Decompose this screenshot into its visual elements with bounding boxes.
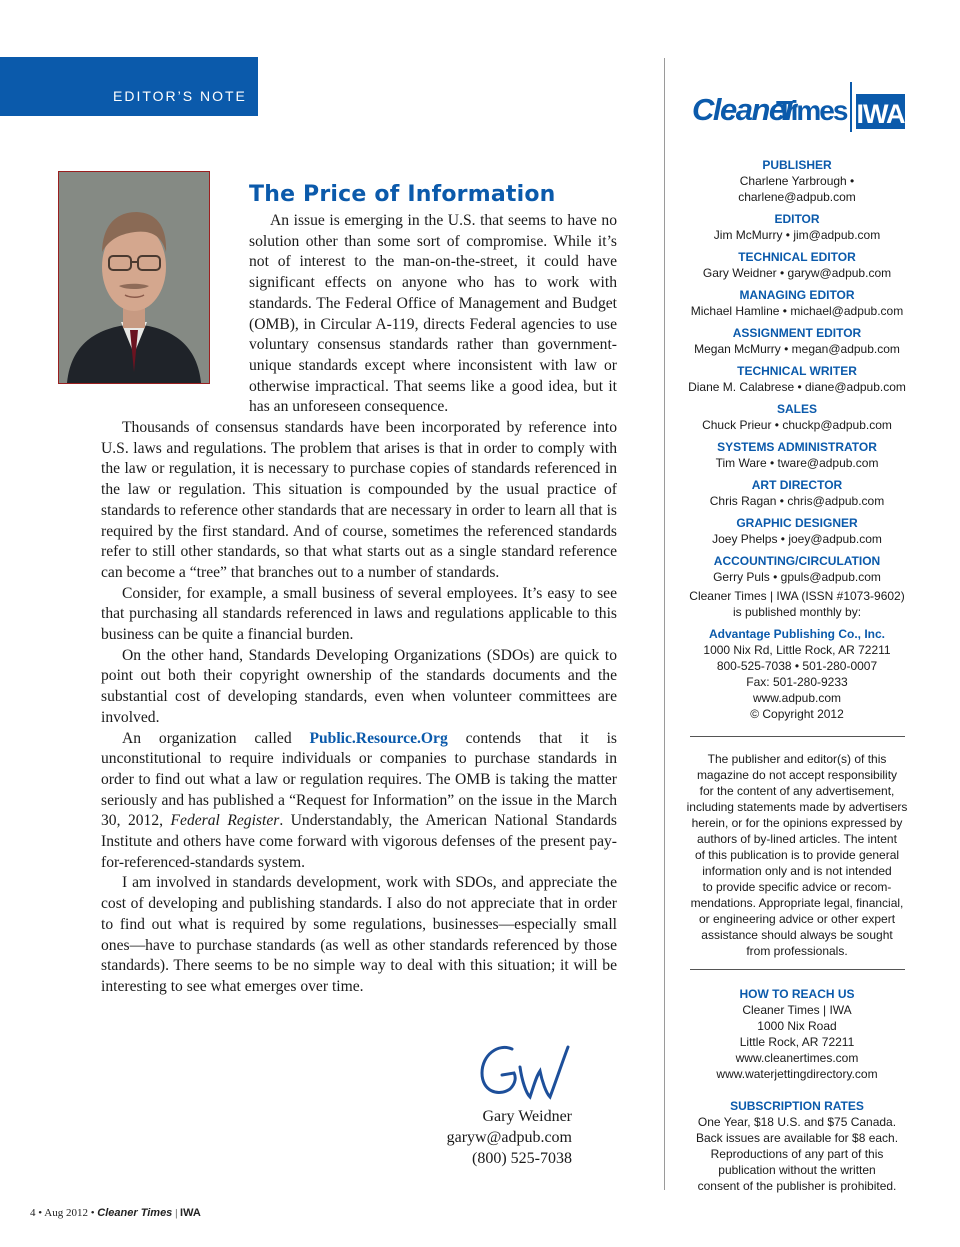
page-footer xyxy=(30,1207,201,1219)
publisher-info xyxy=(686,588,908,722)
body-paragraph xyxy=(101,729,617,874)
masthead-staff xyxy=(686,157,908,591)
author-email[interactable]: garyw@adpub.com xyxy=(446,1129,572,1146)
address-line: 800-525-7038 • 501-280-0007 xyxy=(716,659,878,673)
body-paragraph: Consider, for example, a small business of several employees. It’s easy to see that purchasing all standards referenced in laws and regulations applicable to this business can be quite a financial burden. xyxy=(101,584,617,644)
rates-line: One Year, $18 U.S. and $75 Canada. xyxy=(697,1115,897,1129)
staff-role: PUBLISHER xyxy=(762,158,832,172)
staff-role: ART DIRECTOR xyxy=(751,478,843,492)
column-divider xyxy=(664,58,665,1190)
address-line: Fax: 501-280-9233 xyxy=(746,675,848,689)
disclaimer-line: information only and is not intended xyxy=(702,864,892,878)
paragraph-text: contends that it is unconstitutional to require individuals or companies to purchase standards in order to find out what a law or regulation requires. The OMB is taking the matter seriously and has published a “Request for Information” on the issue in the March 30, 2012, xyxy=(101,729,617,830)
reach-line: 1000 Nix Road xyxy=(757,1019,837,1033)
staff-role: ACCOUNTING/CIRCULATION xyxy=(713,554,881,568)
disclaimer-line: magazine do not accept responsibility xyxy=(696,768,898,782)
address-line[interactable]: www.adpub.com xyxy=(752,691,842,705)
logo-iwa: IWA xyxy=(856,99,905,129)
masthead-divider xyxy=(690,969,905,970)
author-name: Gary Weidner xyxy=(482,1108,572,1125)
lead-paragraph-block xyxy=(249,211,617,418)
masthead-divider xyxy=(690,736,905,737)
reach-line[interactable]: www.waterjettingdirectory.com xyxy=(716,1067,878,1081)
disclaimer-line: mendations. Appropriate legal, financial, xyxy=(690,896,904,910)
staff-role: TECHNICAL EDITOR xyxy=(738,250,856,264)
paragraph-text: An organization called xyxy=(122,729,310,747)
federal-register-title: Federal Register xyxy=(170,812,280,830)
staff-role: SALES xyxy=(776,402,817,416)
subscription-rates xyxy=(686,1098,908,1194)
cleaner-times-iwa-logo xyxy=(690,82,906,132)
rates-line: consent of the publisher is prohibited. xyxy=(697,1179,897,1193)
lead-paragraph: An issue is emerging in the U.S. that seems to have no solution other than some sort of compromise. While it’s not of interest to the man-on-the-street, it could have significant effects on anyone who has to work with standards. The Federal Office of Management and Budget (OMB), in Circular A-119, directs Federal agencies to use voluntary consensus standards rather than government-unique standards except where inconsistent with law or otherwise impractical. That seems like a good idea, but it has an unforeseen consequence. xyxy=(249,212,617,416)
staff-role: ASSIGNMENT EDITOR xyxy=(732,326,862,340)
body-paragraph: I am involved in standards development, work with SDOs, and appreciate the cost of developing and publishing standards. I also do not appreciate that in order to find out what is required by some regulations, businesses—especially small ones—have to purchase standards (as well as other standards referenced by those standards). There seems to be no simple way to deal with this situation; it will be interesting to see what emerges over time. xyxy=(101,874,617,995)
handwritten-signature xyxy=(476,1037,576,1107)
disclaimer-line: of this publication is to provide general xyxy=(694,848,900,862)
article-body xyxy=(101,418,617,998)
disclaimer-line: The publisher and editor(s) of this xyxy=(707,752,887,766)
reach-line: Little Rock, AR 72211 xyxy=(739,1035,855,1049)
address-line: 1000 Nix Rd, Little Rock, AR 72211 xyxy=(703,643,891,657)
staff-person: Megan McMurry • megan@adpub.com xyxy=(694,342,900,356)
reach-heading: HOW TO REACH US xyxy=(739,987,855,1001)
disclaimer-line: herein, or for the opinions expressed by xyxy=(691,816,903,830)
staff-person: Chris Ragan • chris@adpub.com xyxy=(709,494,885,508)
disclaimer-line: to provide specific advice or recom- xyxy=(702,880,892,894)
body-paragraph: On the other hand, Standards Developing Organizations (SDOs) are quick to point out both their copyright ownership of the standards documents and the substantial cost of developing standards, even when volunteer committees are involved. xyxy=(101,646,617,726)
footer-brand-sep: | xyxy=(172,1207,181,1219)
staff-person: Diane M. Calabrese • diane@adpub.com xyxy=(688,380,906,394)
issn-line: is published monthly by: xyxy=(732,605,862,619)
footer-brand: Cleaner Times xyxy=(97,1207,173,1219)
staff-role: MANAGING EDITOR xyxy=(739,288,855,302)
rates-line: publication without the written xyxy=(718,1163,876,1177)
staff-person: Chuck Prieur • chuckp@adpub.com xyxy=(702,418,892,432)
staff-role: SYSTEMS ADMINISTRATOR xyxy=(717,440,877,454)
staff-role: TECHNICAL WRITER xyxy=(737,364,857,378)
staff-person: Michael Hamline • michael@adpub.com xyxy=(690,304,904,318)
staff-person: Charlene Yarbrough • charlene@adpub.com xyxy=(738,174,856,204)
footer-brand-iwa: IWA xyxy=(180,1207,201,1219)
logo-times: Times xyxy=(776,95,847,126)
rates-heading: SUBSCRIPTION RATES xyxy=(730,1099,864,1113)
page-info: 4 • Aug 2012 • xyxy=(30,1207,98,1219)
staff-person: Joey Phelps • joey@adpub.com xyxy=(712,532,882,546)
rates-line: Reproductions of any part of this xyxy=(710,1147,884,1161)
address-line: © Copyright 2012 xyxy=(750,707,844,721)
reach-line[interactable]: www.cleanertimes.com xyxy=(735,1051,859,1065)
author-phone: (800) 525-7038 xyxy=(472,1150,572,1167)
disclaimer-line: including statements made by advertisers xyxy=(686,800,908,814)
paragraph-text: . Understandably, the American National Standards Institute and others have come forward with vigorous defenses of the present pay-for-referenced-standards system. xyxy=(101,812,618,871)
signature-block xyxy=(380,1106,572,1169)
disclaimer-line: for the content of any advertisement, xyxy=(699,784,895,798)
disclaimer-line: authors of by-lined articles. The intent xyxy=(697,832,897,846)
issn-line: Cleaner Times | IWA (ISSN #1073-9602) xyxy=(689,589,905,603)
disclaimer-line: from professionals. xyxy=(746,944,848,958)
staff-person: Gary Weidner • garyw@adpub.com xyxy=(702,266,892,280)
public-resource-link[interactable]: Public.Resource.Org xyxy=(309,729,448,747)
contact-info xyxy=(686,986,908,1082)
disclaimer-line: assistance should always be sought xyxy=(701,928,893,942)
staff-person: Jim McMurry • jim@adpub.com xyxy=(713,228,881,242)
logo-cleaner: Cleaner xyxy=(692,92,796,127)
section-label: EDITOR’S NOTE xyxy=(0,57,258,116)
staff-role: EDITOR xyxy=(774,212,820,226)
reach-line: Cleaner Times | IWA xyxy=(742,1003,852,1017)
staff-person: Tim Ware • tware@adpub.com xyxy=(715,456,879,470)
rates-line: Back issues are available for $8 each. xyxy=(695,1131,899,1145)
disclaimer xyxy=(686,751,908,959)
staff-role: GRAPHIC DESIGNER xyxy=(736,516,858,530)
editor-portrait xyxy=(59,172,209,383)
body-paragraph: Thousands of consensus standards have been incorporated by reference into U.S. laws and regulations. The problem that arises is that in order to comply with the law or regulation, it is necessary to purchase copies of standards referenced in the law or regulation. This situation is compounded by the usual practice of standards to reference other standards that are necessary in order to learn all that is required by the first standard. And of course, sometimes the referenced standards refer to still other standards, so that what starts out as a single standard reference can become a “tree” that branches out to a number of standards. xyxy=(101,419,617,581)
article-title: The Price of Information xyxy=(249,182,556,207)
staff-person: Gerry Puls • gpuls@adpub.com xyxy=(713,570,881,584)
disclaimer-line: or engineering advice or other expert xyxy=(698,912,896,926)
publisher-company: Advantage Publishing Co., Inc. xyxy=(708,627,885,641)
editor-photo xyxy=(58,171,210,384)
